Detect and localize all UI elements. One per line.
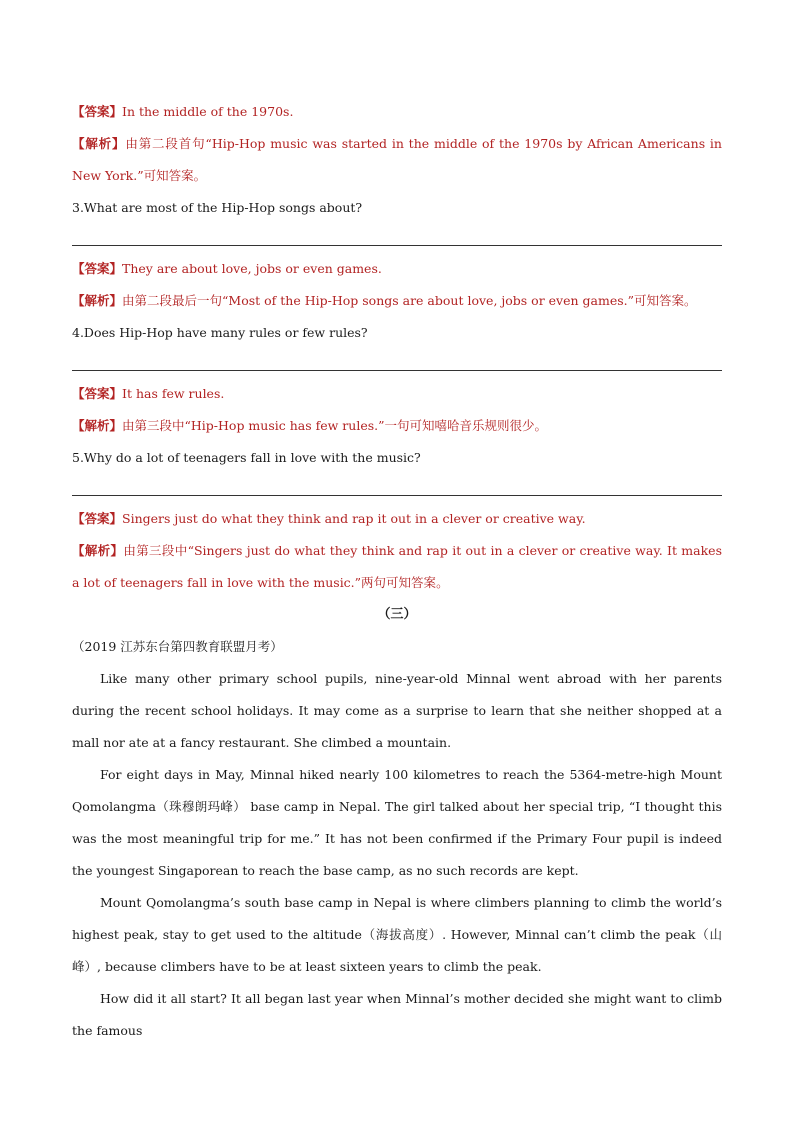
document-page xyxy=(72,96,722,1047)
analysis-prefix: 由第三段中“ xyxy=(123,543,194,558)
analysis-prefix: 由第二段最后一句“ xyxy=(122,293,229,308)
analysis-tag: 【解析】 xyxy=(72,293,123,308)
analysis-quote: Most of the Hip-Hop songs are about love, jobs or even games. xyxy=(228,293,628,308)
answer-tag: 【答案】 xyxy=(72,104,123,119)
passage-paragraph-1: Like many other primary school pupils, nine-year-old Minnal went abroad with her parents during the recent school holidays. It may come as a surprise to learn that she neither shopped at a mall nor ate at a fancy restaurant. She climbed a mountain. xyxy=(72,671,722,750)
source-note: （2019 江苏东台第四教育联盟月考） xyxy=(72,639,283,654)
analysis-prefix: 由第二段首句“ xyxy=(125,136,212,151)
analysis-block xyxy=(72,535,722,599)
answer-tag: 【答案】 xyxy=(72,511,123,526)
answer-line xyxy=(72,253,722,285)
analysis-tag: 【解析】 xyxy=(72,418,123,433)
question-3: 3.What are most of the Hip-Hop songs about? xyxy=(72,200,363,215)
answer-blank-line[interactable] xyxy=(72,224,722,246)
analysis-prefix: 由第三段中“ xyxy=(122,418,191,433)
analysis-suffix: ”可知答案。 xyxy=(137,168,207,183)
answer-text: Singers just do what they think and rap it out in a clever or creative way. xyxy=(122,511,586,526)
passage-paragraph-3: Mount Qomolangma’s south base camp in Nepal is where climbers planning to climb the world’s highest peak, stay to get used to the altitude（海拔高度）. However, Minnal can’t climb the peak（山峰）, because climbers have to be at least sixteen years to climb the peak. xyxy=(72,895,722,974)
answer-blank-line[interactable] xyxy=(72,474,722,496)
answer-text: It has few rules. xyxy=(122,386,225,401)
answer-tag: 【答案】 xyxy=(72,261,123,276)
analysis-quote: Singers just do what they think and rap it out in a clever or creative way. It makes a lot of teenagers fall in love with the music. xyxy=(72,543,722,590)
passage-paragraph-4: How did it all start? It all began last year when Minnal’s mother decided she might want to climb the famous xyxy=(72,991,722,1038)
analysis-quote: Hip-Hop music has few rules. xyxy=(190,418,379,433)
answer-blank-line[interactable] xyxy=(72,349,722,371)
analysis-suffix: ”可知答案。 xyxy=(627,293,697,308)
question-5: 5.Why do a lot of teenagers fall in love with the music? xyxy=(72,450,421,465)
question-4: 4.Does Hip-Hop have many rules or few rules? xyxy=(72,325,368,340)
analysis-block xyxy=(72,128,722,192)
passage-paragraph-2: For eight days in May, Minnal hiked nearly 100 kilometres to reach the 5364-metre-high Mount Qomolangma（珠穆朗玛峰） base camp in Nepal. The girl talked about her special trip, “I thought this was the most meaningful trip for me.” It has not been confirmed if the Primary Four pupil is indeed the youngest Singaporean to reach the base camp, as no such records are kept. xyxy=(72,767,722,878)
answer-tag: 【答案】 xyxy=(72,386,123,401)
analysis-tag: 【解析】 xyxy=(72,136,126,151)
analysis-suffix: ”一句可知嘻哈音乐规则很少。 xyxy=(378,418,548,433)
answer-line xyxy=(72,96,722,128)
analysis-suffix: ”两句可知答案。 xyxy=(354,575,449,590)
answer-text: In the middle of the 1970s. xyxy=(122,104,294,119)
analysis-line xyxy=(72,410,722,442)
answer-text: They are about love, jobs or even games. xyxy=(122,261,382,276)
analysis-line xyxy=(72,285,722,317)
answer-line xyxy=(72,503,722,535)
analysis-tag: 【解析】 xyxy=(72,543,124,558)
section-title: （三） xyxy=(377,607,417,622)
answer-line xyxy=(72,378,722,410)
analysis-quote: Hip-Hop music was started in the middle of the 1970s by African Americans in New York. xyxy=(72,136,722,183)
